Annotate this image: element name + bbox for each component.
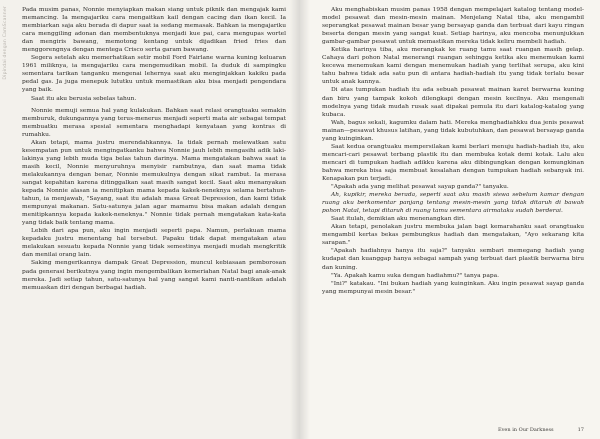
right-paragraph: Aku menghabiskan musim panas 1958 dengan mempelajari katalog tentang model-model pesawat dan mesin-mesin mainan. Menjelang Natal tiba, aku mengambil seperangkat pesawat mainan besar yang bersayap ganda dan terbuat dari kayu ringan beserta dengan mesin yang sangat kuat. Setiap harinya, aku mencoba menunjukkan gambar-gambar pesawat untuk memastikan mereka tidak keliru membeli hadiah. [322, 7, 584, 46]
right-paragraph: "Apakah ada yang melihat pesawat sayap ganda?" tanyaku. [331, 184, 509, 191]
right-paragraph: Wah, bagus sekali, kagumku dalam hati. Mereka menghadiahkku dua jenis pesawat mainan—pesawat khusus latihan, yang tidak kubutuhkan, dan pesawat bersayap ganda yang kuinginkan. [322, 119, 584, 142]
right-page [300, 0, 600, 439]
left-paragraph: Akan tetapi, mama justru merendahkannya. Ia tidak pernah melewatkan satu kesempatan pun untuk mengingatkanku bahwa Nonnie jauh lebih mengasihi adik laki-lakinya yang lebih muda tiga belas tahun darinya. Mama mengatakan bahwa saat ia masih kecil, Nonnie menyuruhnya menyisir rambutnya, dan saat mama tidak melakukannya dengan benar, Nonnie memukulnya dengan sikat rambut. Ia merasa sangat kepahitan karena ditinggalkan saat masih sangat kecil. Saat aku menanyakan kepada Nonnie alasan ia menitipkan mama kepada kakek-neneknya selama bertahun-tahun, ia menjawab, "Sayang, saat itu adalah masa Great Depression, dan kami tidak mempunyai makanan. Satu-satunya jalan agar mamamu bisa makan adalah dengan menitipkannya kepada kakek-neneknya." Nonnie tidak pernah mengatakan kata-kata yang tidak baik tentang mama. [22, 139, 286, 227]
right-paragraph: Saat itulah, demikian aku menenangkan diri. [331, 216, 466, 223]
page-number: 17 [577, 427, 584, 433]
right-paragraph: Saat kedua orangtuaku mempersilakan kami berlari menuju hadiah-hadiah itu, aku mencari-cari pesawat terbang plastik itu dan membuka kotak demi kotak. Lalu aku mencari di tumpukan hadiah adikku karena aku dibingungkan dengan kemungkinan bahwa mereka bisa saja membuat kesalahan dengan tumpukan hadiah sebanyak ini. Kenapakan pun terjadi. [322, 143, 584, 182]
gutter-shadow [300, 0, 310, 439]
left-page-text [22, 6, 286, 292]
scanner-watermark: Dipindai dengan CamScanner [3, 6, 8, 80]
right-page-text [322, 6, 584, 296]
left-paragraph: Saking mengerikannya dampak Great Depression, muncul kebiasaan pemborosan pada generasi berikutnya yang ingin mengembalikan kemeriahan Natal bagi anak-anak mereka. Jadi setiap tahun, satu-satunya hal yang sangat kami nanti-nantikan adalah memuaskan diri dengan berbagai hadiah. [22, 260, 286, 291]
left-paragraph: Nonnie memuji semua hal yang kulakukan. Bahkan saat relasi orangtuaku semakin memburuk, dukungannya yang terus-menerus menjadi seperti mata air sebagai tempat membuatku merasa spesial sementara menghadapi kenyataan yang kontras di rumahku. [22, 107, 286, 138]
gutter-shadow [290, 0, 300, 439]
right-paragraph: "Apakah hadiahnya hanya itu saja?" tanyaku sembari memegang hadiah yang kudapat dan kuanggap hanya sebagai sampah yang terbuat dari plastik berwarna biru dan kuning. [322, 248, 584, 271]
right-paragraph: Ah, kupikir, mereka berada, seperti saat aku masih siswa sebelum kamar dengan ruang aku berkomentar panjang tentang mesin-mesin yang tidak ditaruh di bawah pohon Natal, tetapi ditaruh di ruang tamu sementara airmataku sudah berderai. [322, 192, 584, 215]
left-paragraph: Saat itu aku berusia sebelas tahun. [31, 95, 137, 102]
left-paragraph: Pada musim panas, Nonnie menyiapkan makan siang untuk piknik dan mengajak kami memancing. Ia mengajariku cara mengaitkan kail dengan cacing dan ikan kecil. Ia membiarkan saja aku berada di dapur saat ia sedang memasak. Bahkan ia mengajariku cara menggiling adonan dan membentuknya menjadi kue pai, cara mengupas wortel dan mengiris bawang, memotong kentang untuk dijadikan fried fries dan menggorengnya dengan mentega Crisco serta garam bawang. [22, 7, 286, 54]
right-paragraph: Di atas tumpukan hadiah itu ada sebuah pesawat mainan karet berwarna kuning dan biru yang tampak kokoh dilengkapi dengan mesin kecilnya. Aku mengenali modelnya yang tidak mudah rusak saat dipakai pemula itu dari katalog-katalog yang kubaca. [322, 87, 584, 118]
right-paragraph: "Ini?" katakau. "Ini bukan hadiah yang kuinginkan. Aku ingin pesawat sayap ganda yang mempunyai mesin besar." [322, 280, 584, 295]
page-footer [300, 427, 584, 433]
left-paragraph: Segera setelah aku memerhatikan setir mobil Ford Fairlane warna kuning keluaran 1961 miliknya, ia mengajariku cara mengemudikan mobil. Ia duduk di sampingku sementara tarikan tanganku mengenai lehernya saat aku menginjakkan kakiku pada pedal gas. Ja juga menepuk lututku untuk memastikan aku bisa menjadi pengendara yang baik. [22, 55, 286, 94]
left-paragraph: Lebih dari apa pun, aku ingin menjadi seperti papa. Namun, perlakuan mama kepadaku justru menentang hal tersebut. Papaku tidak dapat mengatakan atau melakukan sesuatu kepada Nonnie yang tidak semestinya menjadi mudah mengkritik dan menilai orang lain. [22, 228, 286, 259]
right-paragraph: "Ya. Apakah kamu suka dengan hadiahmu?" tanya papa. [331, 272, 499, 279]
running-title: Even in Our Darkness [497, 427, 554, 433]
right-paragraph: Akan tetapi, penolakan justru membuka jalan bagi kemarahanku saat orangtuaku mengambil kertas bekas pembungkus hadiah dan mengatakan, "Ayo sekarang kita sarapan." [322, 224, 584, 247]
right-paragraph: Ketika harinya tiba, aku merangkak ke ruang tamu saat ruangan masih gelap. Cahaya dari pohon Natal menerangi ruangan sehingga ketika aku menemukan kami kecewa menemukan kami dengan menemukan hadiah yang terlihat serupa, aku kini tahu bahwa tidak ada satu pun di antara hadiah-hadiah itu yang tidak terlalu besar untuk anak kannya. [322, 47, 584, 86]
